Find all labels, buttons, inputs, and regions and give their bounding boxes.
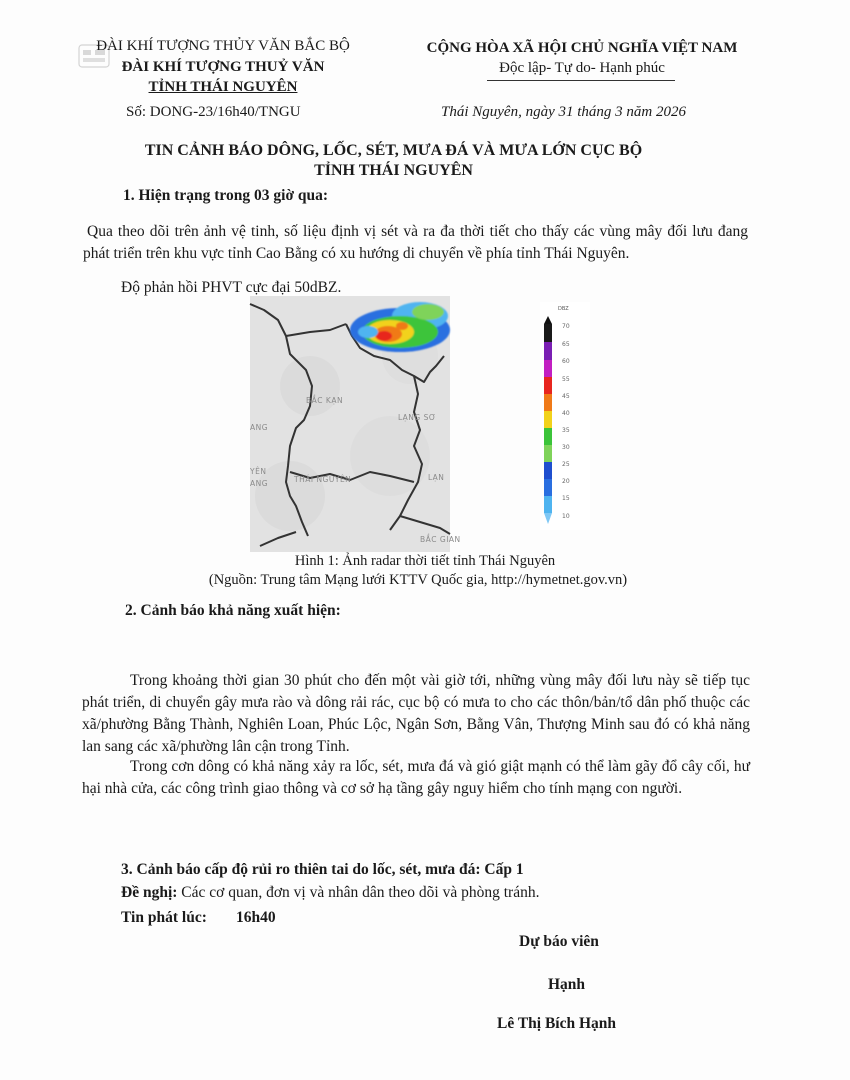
colorbar-tick: 10	[562, 513, 570, 520]
motto-underline	[487, 80, 675, 81]
radar-map	[250, 296, 461, 552]
colorbar-tick: 15	[562, 495, 570, 502]
doc-number: Số: DONG-23/16h40/TNGU	[126, 104, 301, 120]
org-line-3: TỈNH THÁI NGUYÊN	[148, 79, 298, 95]
doc-title-line-1: TIN CẢNH BÁO DÔNG, LỐC, SÉT, MƯA ĐÁ VÀ MƯA LỚN CỤC BỘ	[144, 142, 643, 159]
motto: Độc lập- Tự do- Hạnh phúc	[499, 60, 665, 76]
recommendation	[121, 884, 539, 902]
map-label-yen: YÊN	[250, 467, 267, 476]
map-label-ang: ANG	[250, 423, 269, 432]
signature-name: Hạnh	[548, 976, 586, 993]
signer-full-name: Lê Thị Bích Hạnh	[497, 1015, 617, 1032]
section-2-paragraph-2: Trong cơn dông có khả năng xảy ra lốc, sét, mưa đá và gió giật mạnh có thể làm gãy đổ cây cối, hư hại nhà cửa, các công trình giao thông và cơ sở hạ tầng gây nguy hiểm cho tính mạng con người.	[82, 758, 750, 797]
colorbar-tick: 40	[562, 410, 570, 417]
colorbar-tick: 35	[562, 427, 570, 434]
issued-label: Tin phát lúc:	[121, 909, 207, 926]
colorbar-tick: 25	[562, 461, 570, 468]
reflectivity-text: Độ phản hồi PHVT cực đại 50dBZ.	[121, 279, 342, 296]
recommend-label: Đề nghị:	[121, 884, 178, 901]
colorbar-tick: 70	[562, 323, 570, 330]
figure-source: (Nguồn: Trung tâm Mạng lưới KTTV Quốc gia, http://hymetnet.gov.vn)	[208, 572, 628, 588]
colorbar-tick: 20	[562, 478, 570, 485]
radar-colorbar	[540, 302, 590, 530]
colorbar-unit: DBZ	[558, 306, 569, 312]
signature-role: Dự báo viên	[519, 933, 599, 950]
section-3-heading: 3. Cảnh báo cấp độ rủi ro thiên tai do lốc, sét, mưa đá: Cấp 1	[121, 861, 524, 878]
map-label-thai-nguyen: THÁI NGUYÊN	[294, 475, 352, 484]
colorbar-tick: 55	[562, 376, 570, 383]
figure-caption: Hình 1: Ảnh radar thời tiết tỉnh Thái Nguyên	[294, 553, 556, 569]
org-line-1: ĐÀI KHÍ TƯỢNG THỦY VĂN BẮC BỘ	[96, 38, 350, 54]
section-1-paragraph: Qua theo dõi trên ảnh vệ tinh, số liệu định vị sét và ra đa thời tiết cho thấy các vùng mây đối lưu đang phát triển trên khu vực tỉnh Cao Bằng có xu hướng di chuyển về phía tỉnh Thái Nguyên.	[83, 223, 748, 262]
org-line-2: ĐÀI KHÍ TƯỢNG THUỶ VĂN	[121, 59, 325, 75]
doc-title-line-2: TỈNH THÁI NGUYÊN	[314, 162, 473, 179]
colorbar-tick: 45	[562, 393, 570, 400]
section-2-heading: 2. Cảnh báo khả năng xuất hiện:	[125, 602, 341, 619]
issued-time: 16h40	[236, 909, 276, 926]
recommend-text: Các cơ quan, đơn vị và nhân dân theo dõi và phòng tránh.	[177, 884, 540, 901]
section-2-paragraph-1: Trong khoảng thời gian 30 phút cho đến một vài giờ tới, những vùng mây đối lưu này sẽ tiếp tục phát triển, di chuyển gây mưa rào và dông rải rác, cục bộ có mưa to cho các thôn/bản/tổ dân phố thuộc các xã/phường Bằng Thành, Nghiên Loan, Phúc Lộc, Ngân Sơn, Bằng Vân, Thượng Minh sau đó có khả năng lan sang các xã/phường lân cận trong Tỉnh.	[82, 672, 750, 755]
map-label-ang-2: ANG	[250, 479, 269, 488]
map-label-bac-kan: BẮC KẠN	[306, 396, 344, 405]
colorbar-tick: 30	[562, 444, 570, 451]
map-label-lang-son: LẠNG SƠ	[398, 413, 437, 422]
map-label-lang: LẠN	[428, 473, 445, 482]
doc-date: Thái Nguyên, ngày 31 tháng 3 năm 2026	[441, 104, 686, 120]
colorbar-tick: 60	[562, 358, 570, 365]
section-1-heading: 1. Hiện trạng trong 03 giờ qua:	[123, 187, 329, 204]
map-label-bac-giang: BẮC GIAN	[420, 535, 461, 544]
nation-name: CỘNG HÒA XÃ HỘI CHỦ NGHĨA VIỆT NAM	[426, 40, 738, 56]
colorbar-tick: 65	[562, 341, 570, 348]
